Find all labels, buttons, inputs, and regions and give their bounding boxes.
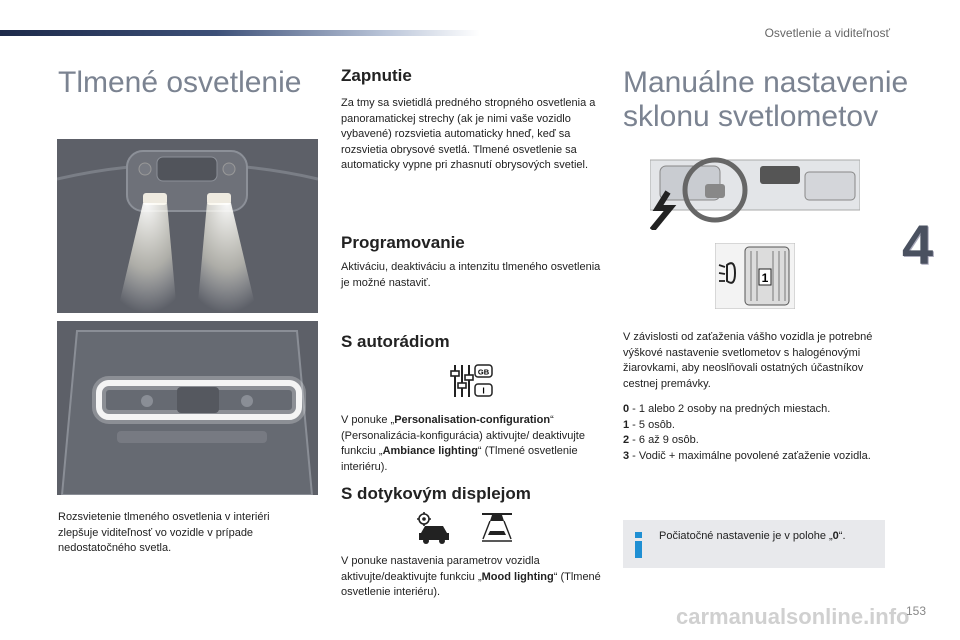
position-number: 2: [623, 434, 630, 446]
watermark: carmanualsonline.info: [676, 604, 910, 629]
position-number: 1: [623, 418, 630, 431]
load-positions-list: [623, 402, 885, 464]
info-note-text: [659, 530, 846, 542]
page-title-ambient-lighting: Tlmené osvetlenie: [58, 66, 302, 99]
badge-i: I: [482, 385, 485, 396]
header-bar: [0, 30, 480, 36]
heading-switching-on: Zapnutie: [341, 66, 412, 85]
programming-text: Aktiváciu, deaktiváciu a intenzitu tlmeného osvetlenia je možné nastaviť.: [341, 261, 601, 289]
heading-with-audio: S autorádiom: [341, 332, 450, 351]
menu-personalisation-configuration: Personalisation-configuration: [394, 414, 551, 426]
touchscreen-instructions: [341, 554, 603, 601]
page-number: 153: [905, 604, 926, 618]
info-note-box: [623, 520, 885, 568]
car-settings-icon: [415, 511, 453, 545]
function-mood-lighting: Mood lighting: [481, 570, 554, 583]
heading-with-touchscreen: S dotykovým displejom: [341, 484, 531, 503]
ambient-lighting-caption: Rozsvietenie tlmeného osvetlenia v interiéri zlepšuje viditeľnosť vo vozidle v prípade nedostatočného svetla.: [58, 511, 270, 554]
function-ambiance-lighting: Ambiance lighting: [382, 445, 478, 457]
info-text-2: “.: [838, 530, 846, 542]
position-text: - 6 až 9 osôb.: [629, 434, 699, 446]
wheel-position-label: 1: [761, 271, 769, 285]
position-number: 0: [623, 403, 630, 415]
position-item: [623, 402, 885, 418]
headlamp-intro-text: V závislosti od zaťaženia vášho vozidla je potrebné výškové nastavenie svetlometov s halogénovými žiarovkami, aby neoslňovali ostatných účastníkov cestnej premávky.: [623, 331, 873, 390]
mood-lighting-icon: [478, 511, 516, 545]
ceiling-light-illustration: [57, 139, 318, 313]
position-text: - Vodič + maximálne povolené zaťaženie vozidla.: [629, 449, 871, 462]
audio-text-1: V ponuke „: [341, 414, 395, 426]
audio-text-2: “ (Personalizácia-konfigurácia) aktivujte/ deaktivujte funkciu „: [341, 414, 585, 457]
info-text-1: Počiatočné nastavenie je v polohe „: [659, 530, 833, 542]
position-text: - 5 osôb.: [629, 418, 675, 431]
info-initial-position: 0: [832, 530, 839, 542]
position-item: [623, 433, 885, 449]
section-header-title: Osvetlenie a viditeľnosť: [764, 26, 890, 40]
touch-text-2: “ (Tlmené osvetlenie interiéru).: [341, 570, 601, 598]
switching-on-text: Za tmy sa svietidlá predného stropného osvetlenia a panoramatickej strechy (ak je nimi vaše vozidlo vybavené) rozsvietia automaticky hneď, keď sa rozsvietia obrysové svetlá. Tlmené osvetlenie sa automaticky vypne pri zhasnutí obrysových svetiel.: [341, 97, 596, 171]
position-item: [623, 418, 885, 434]
heading-programming: Programovanie: [341, 233, 465, 252]
touch-text-1: V ponuke nastavenia parametrov vozidla aktivujte/deaktivujte funkciu „: [341, 555, 540, 583]
panoramic-roof-illustration: [57, 321, 318, 495]
position-number: 3: [623, 449, 630, 462]
chapter-number: 4: [902, 213, 934, 276]
audio-instructions: [341, 413, 603, 475]
position-item: [623, 449, 885, 465]
audio-settings-icon: [450, 363, 494, 399]
page-title-headlamp-adjustment: [623, 66, 908, 134]
badge-gb: GB: [477, 367, 490, 377]
audio-text-3: “ (Tlmené osvetlenie interiéru).: [341, 445, 578, 473]
title-line-2: sklonu svetlometov: [623, 100, 879, 133]
position-text: - 1 alebo 2 osoby na predných miestach.: [629, 403, 831, 415]
info-icon: [633, 532, 644, 558]
dashboard-illustration: [650, 150, 860, 230]
headlamp-adjustment-wheel: [715, 243, 795, 309]
title-line-1: Manuálne nastavenie: [623, 66, 909, 99]
